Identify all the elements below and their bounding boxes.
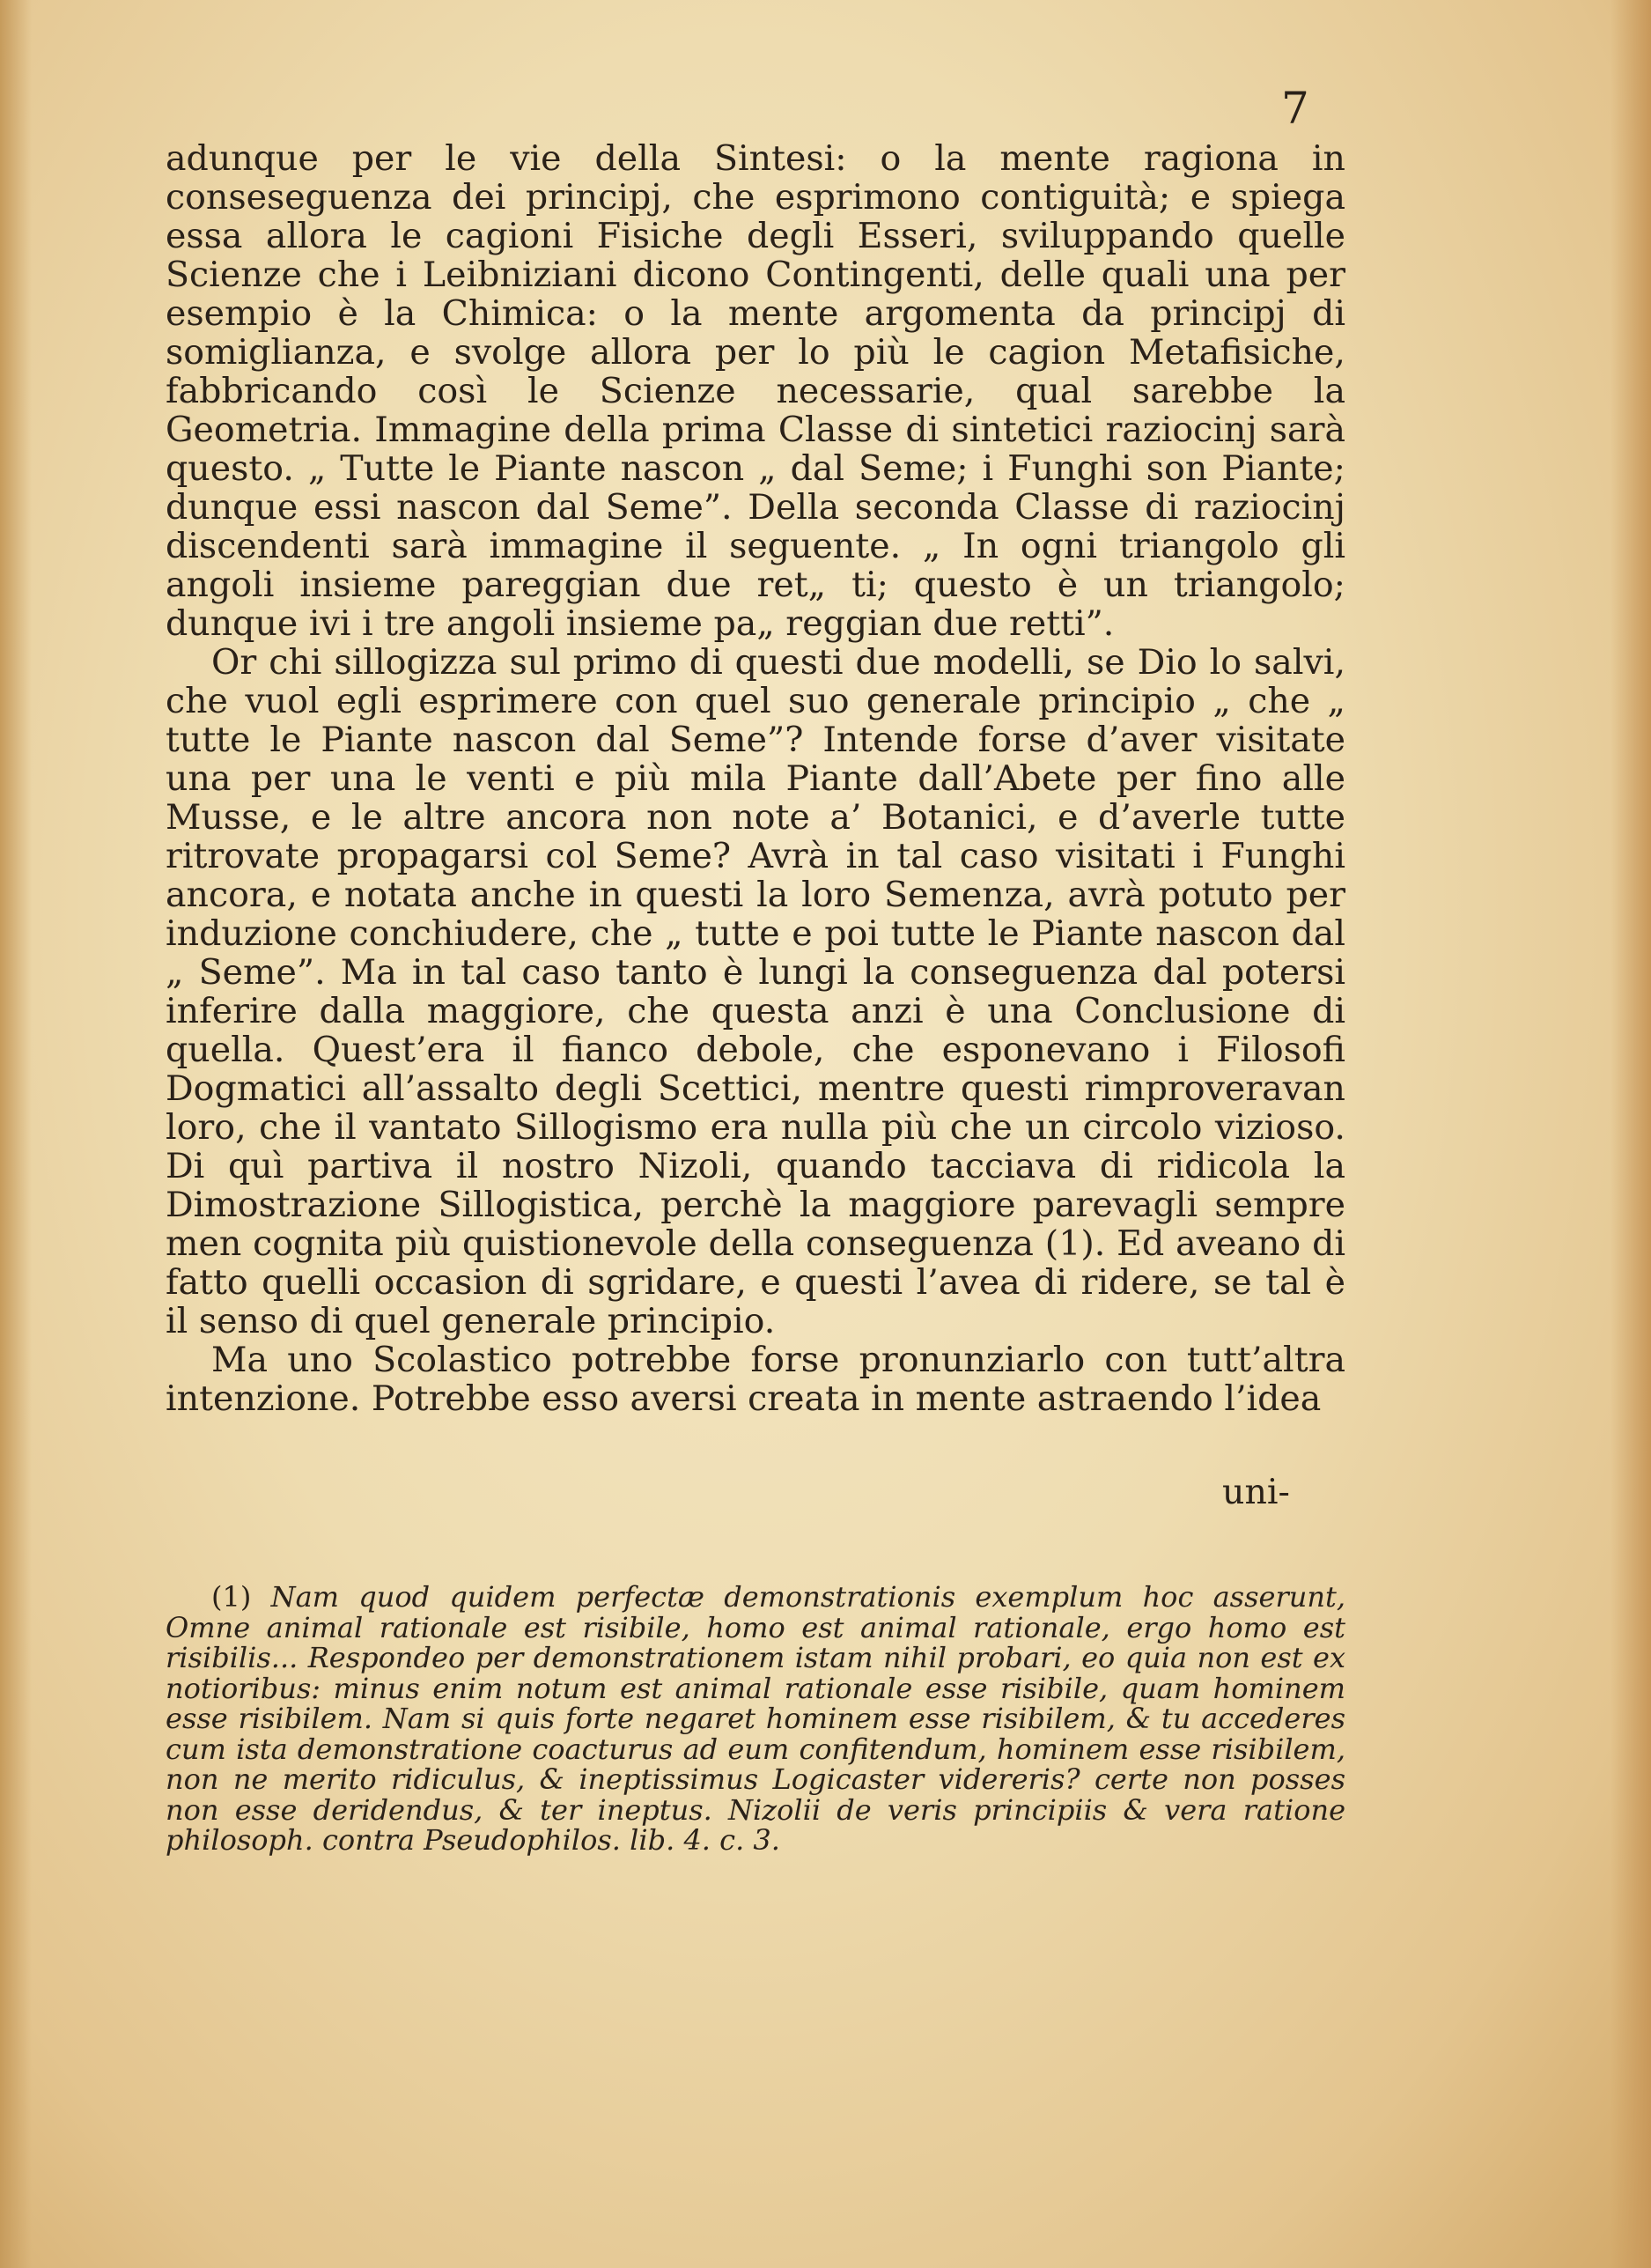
paragraph-3: Ma uno Scolastico potrebbe forse pronunziarlo con tutt’altra intenzione. Potrebbe esso aversi creata in mente astraendo l’idea [166, 1340, 1345, 1419]
page-number: 7 [1281, 83, 1309, 134]
paragraph-1: adunque per le vie della Sintesi: o la mente ragiona in conseseguenza dei principj, che esprimono contiguità; e spiega essa allora le cagioni Fisiche degli Esseri, sviluppando quelle Scienze che i Leibniziani dicono Contingenti, delle quali una per esempio è la Chimica: o la mente argomenta da principj di somiglianza, e svolge allora per lo più le cagion Metafisiche, fabbricando così le Scienze necessarie, qual sarebbe la Geometria. Immagine della prima Classe di sintetici raziocinj sarà questo. „ Tutte le Piante nascon „ dal Seme; i Funghi son Piante; dunque essi nascon dal Seme”. Della seconda Classe di raziocinj discendenti sarà immagine il seguente. „ In ogni triangolo gli angoli insieme pareggian due ret„ ti; questo è un triangolo; dunque ivi i tre angoli insieme pa„ reggian due retti”. [166, 138, 1345, 644]
footnote-marker: (1) [211, 1580, 252, 1614]
page-edge-left [0, 0, 32, 2268]
footnote [166, 1582, 1345, 1856]
footnote-text: Nam quod quidem perfectæ demonstrationis exemplum hoc asserunt, Omne animal rationale est risibile, homo est animal rationale, ergo homo est risibilis... Respondeo per demonstrationem istam nihil probari, eo quia non est ex notioribus: minus enim notum est animal rationale esse risibile, quam hominem esse risibilem. Nam si quis forte negaret hominem esse risibilem, & tu accederes cum ista demonstratione coacturus ad eum confitendum, hominem esse risibilem, non ne merito ridiculus, & ineptissimus Logicaster videreris? certe non posses non esse deridendus, & ter ineptus. Nizolii de veris principiis & vera ratione philosoph. contra Pseudophilos. lib. 4. c. 3. [166, 1580, 1346, 1857]
paragraph-2: Or chi sillogizza sul primo di questi due modelli, se Dio lo salvi, che vuol egli esprimere con quel suo generale principio „ che „ tutte le Piante nascon dal Seme”? Intende forse d’aver visitate una per una le venti e più mila Piante dall’Abete per fino alle Musse, e le altre ancora non note a’ Botanici, e d’averle tutte ritrovate propagarsi col Seme? Avrà in tal caso visitati i Funghi ancora, e notata anche in questi la loro Semenza, avrà potuto per induzione conchiudere, che „ tutte e poi tutte le Piante nascon dal „ Seme”. Ma in tal caso tanto è lungi la conseguenza dal potersi inferire dalla maggiore, che questa anzi è una Conclusione di quella. Quest’era il fianco debole, che esponevano i Filosofi Dogmatici all’assalto degli Scettici, mentre questi rimproveravan loro, che il vantato Sillogismo era nulla più che un circolo vizioso. Di quì partiva il nostro Nizoli, quando tacciava di ridicola la Dimostrazione Sillogistica, perchè la maggiore parevagli sempre men cognita più quistionevole della conseguenza (1). Ed aveano di fatto quelli occasion di sgridare, e questi l’avea di ridere, se tal è il senso di quel generale principio. [166, 642, 1345, 1341]
catchword: uni- [1222, 1472, 1290, 1512]
main-text [166, 139, 1345, 1418]
page-edge-right [1610, 0, 1651, 2268]
